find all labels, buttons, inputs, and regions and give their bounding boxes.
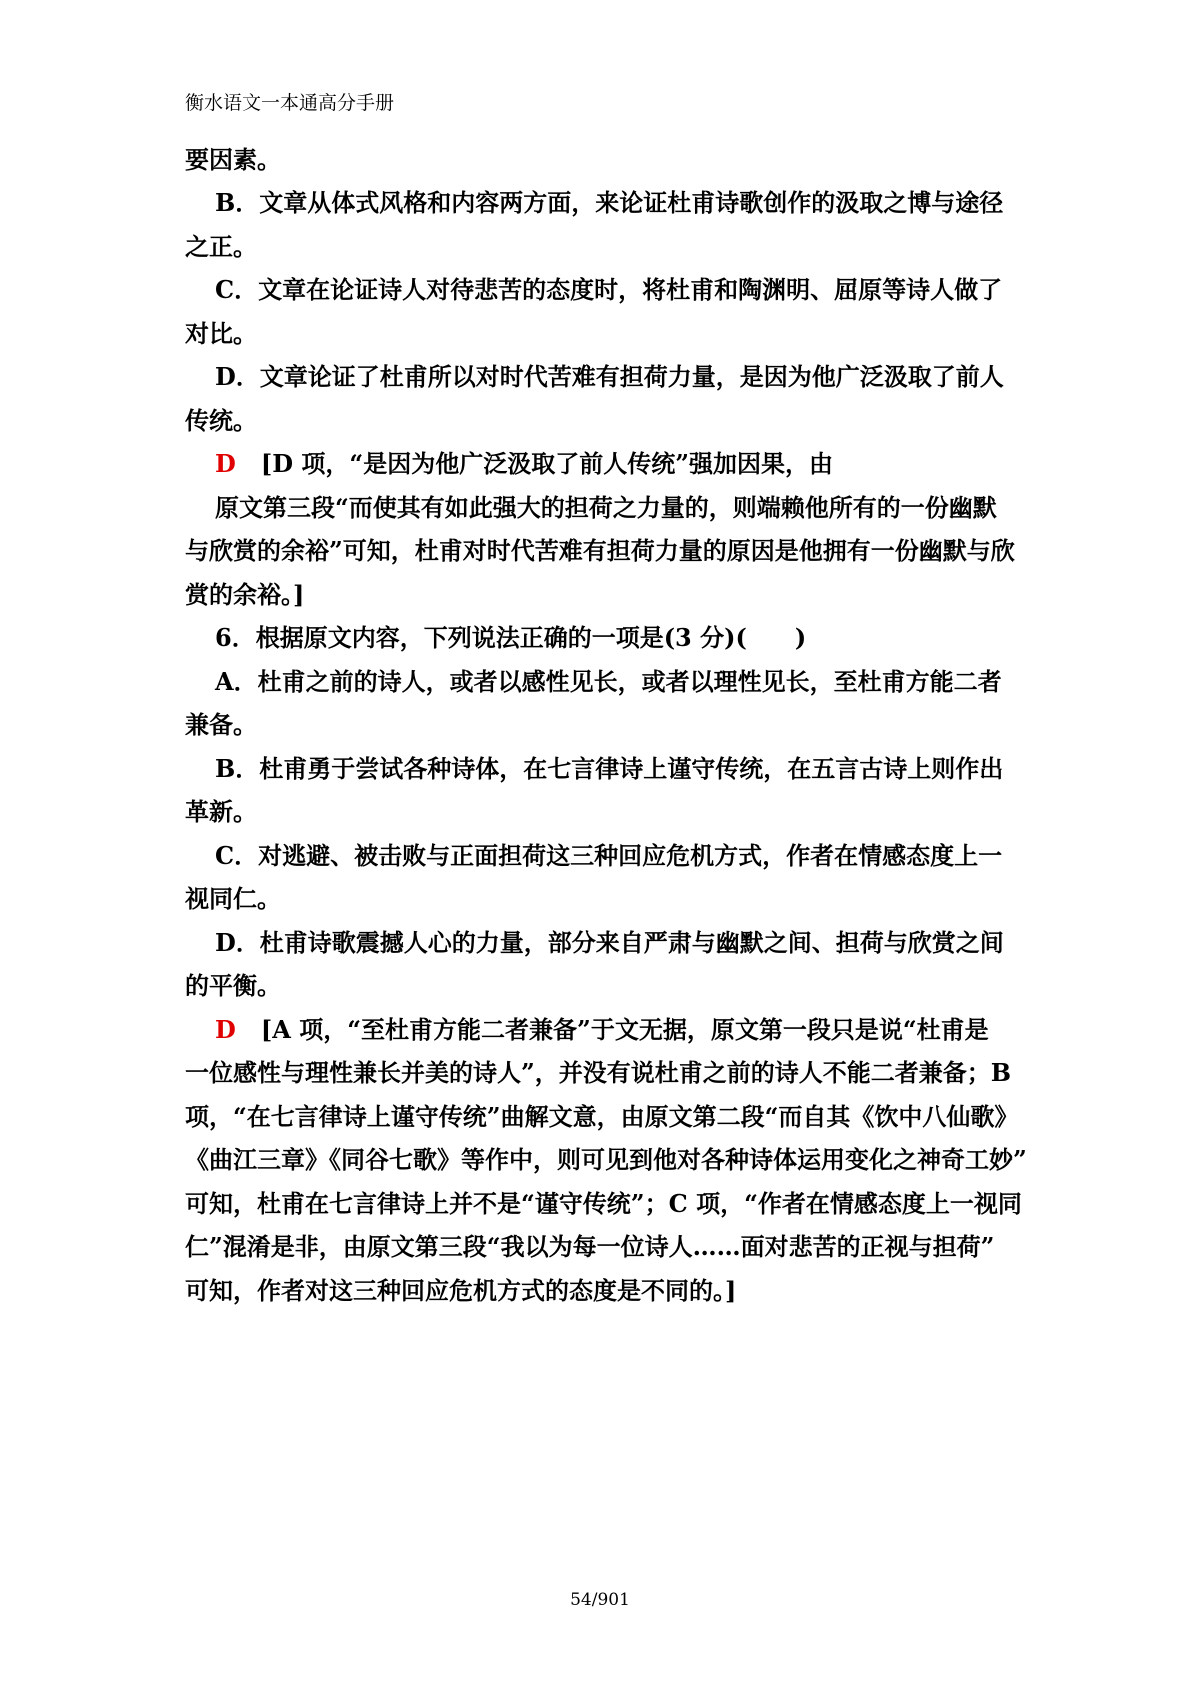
q5-option-d-cont: 传统。 [185,406,257,435]
q5-option-d: D．文章论证了杜甫所以对时代苦难有担荷力量，是因为他广泛汲取了前人 [215,362,1004,391]
q5-answer-line [215,444,833,479]
q5-explanation-1: [D 项，“是因为他广泛汲取了前人传统”强加因果，由 [260,449,834,478]
q6-option-d: D．杜甫诗歌震撼人心的力量，部分来自严肃与幽默之间、担荷与欣赏之间 [215,928,1004,957]
q6-explanation-5: 可知，杜甫在七言律诗上并不是“谨守传统”；C 项，“作者在情感态度上一视同 [185,1189,1022,1218]
q6-option-a: A．杜甫之前的诗人，或者以感性见长，或者以理性见长，至杜甫方能二者 [215,667,1002,696]
q6-answer-line [215,1010,989,1045]
q6-option-b-cont: 革新。 [185,797,257,826]
page-number: 54/901 [570,1590,630,1610]
q5-explanation-3: 与欣赏的余裕”可知，杜甫对时代苦难有担荷力量的原因是他拥有一份幽默与欣 [185,536,1015,565]
q6-explanation-1: [A 项，“至杜甫方能二者兼备”于文无据，原文第一段只是说“杜甫是 [260,1015,989,1044]
q6-explanation-7: 可知，作者对这三种回应危机方式的态度是不同的。] [185,1276,737,1305]
q6-stem: 6．根据原文内容，下列说法正确的一项是(3 分)( ) [215,623,807,652]
q6-explanation-6: 仁”混淆是非，由原文第三段“我以为每一位诗人……面对悲苦的正视与担荷” [185,1232,995,1261]
q6-answer-letter: D [215,1015,236,1044]
q6-option-c-cont: 视同仁。 [185,884,281,913]
q6-explanation-4: 《曲江三章》《同谷七歌》等作中，则可见到他对各种诗体运用变化之神奇工妙” [185,1145,1027,1174]
page-header-title: 衡水语文一本通高分手册 [185,92,395,114]
q6-explanation-2: 一位感性与理性兼长并美的诗人”，并没有说杜甫之前的诗人不能二者兼备；B [185,1058,1012,1087]
q5-option-c-cont: 对比。 [185,319,257,348]
q5-option-a-tail: 要因素。 [185,145,281,174]
q5-answer-letter: D [215,449,236,478]
q5-option-c: C．文章在论证诗人对待悲苦的态度时，将杜甫和陶渊明、屈原等诗人做了 [215,275,1003,304]
q5-option-b-cont: 之正。 [185,232,257,261]
q6-option-c: C．对逃避、被击败与正面担荷这三种回应危机方式，作者在情感态度上一 [215,841,1003,870]
q6-explanation-3: 项，“在七言律诗上谨守传统”曲解文意，由原文第二段“而自其《饮中八仙歌》 [185,1102,1019,1131]
q6-option-a-cont: 兼备。 [185,710,257,739]
q5-option-b: B．文章从体式风格和内容两方面，来论证杜甫诗歌创作的汲取之博与途径 [215,188,1004,217]
q6-option-b: B．杜甫勇于尝试各种诗体，在七言律诗上谨守传统，在五言古诗上则作出 [215,754,1004,783]
q5-explanation-2: 原文第三段“而使其有如此强大的担荷之力量的，则端赖他所有的一份幽默 [215,493,997,522]
q5-explanation-4: 赏的余裕。] [185,580,305,609]
q6-option-d-cont: 的平衡。 [185,971,281,1000]
